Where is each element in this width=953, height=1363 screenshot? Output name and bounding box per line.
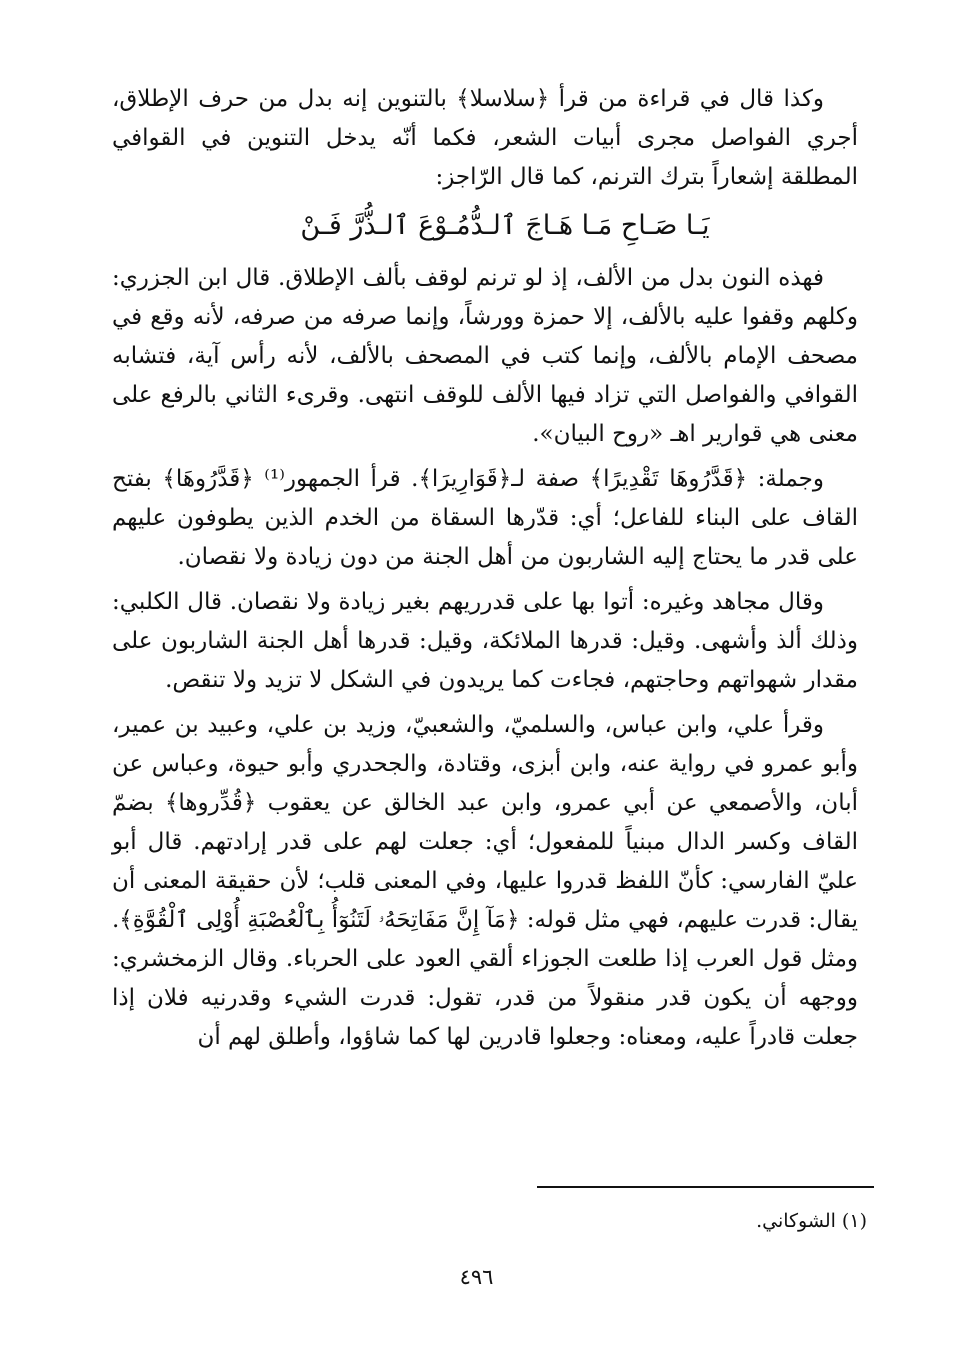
paragraph: وقرأ علي، وابن عباس، والسلميّ، والشعبيّ، وزيد بن علي، وعبيد بن عمير، وأبو عمرو في رواية عنه، وابن أبزى، وقتادة، والجحدري وأبو حيوة، وعباس عن أبان، والأصمعي عن أبي عمرو، وابن عبد الخالق عن يعقوب ﴿قُدِّروها﴾ بضمّ القاف وكسر الدال مبنياً للمفعول؛ أي: جعلت لهم على قدر إرادتهم. قال أبو عليّ الفارسي: كأنّ اللفظ قدروا عليها، وفي المعنى قلب؛ لأن حقيقة المعنى أن يقال: قدرت عليهم، فهي مثل قوله: ﴿مَآ إِنَّ مَفَاتِحَهُۥ لَتَنُوٓأُ بِٱلْعُصْبَةِ أُوْلِى ٱلْقُوَّةِ﴾. ومثل قول العرب إذا طلعت الجوزاء ألقي العود على الحرباء. وقال الزمخشري: ووجهه أن يكون قدر منقولاً من قدر، تقول: قدرت الشيء وقدرنيه فلان إذا جعلت قادراً عليه، ومعناه: وجعلوا قادرين لها كما شاؤوا، وأطلق لهم أن (112, 712, 858, 1050)
footnote-separator (537, 1186, 874, 1188)
paragraph: فهذه النون بدل من الألف، إذ لو ترنم لوقف بألف الإطلاق. قال ابن الجزري: وكلهم وقفوا عليه بالألف، إلا حمزة وورشاً، وإنما صرفه من صرفه، لأنه وقع في مصحف الإمام بالألف، وإنما كتب في المصحف بالألف، لأنه رأس آية، فتشابه القوافي والفواصل التي تزاد فيها الألف للوقف انتهى. وقرىء الثاني بالرفع على معنى هي قوارير اهـ «روح البيان». (112, 265, 858, 447)
paragraph: وقال مجاهد وغيره: أتوا بها على قدرريهم بغير زيادة ولا نقصان. قال الكلبي: وذلك ألذ وأشهى. وقيل: قدرها الملائكة، وقيل: قدرها أهل الجنة الشاربون على مقدار شهواتهم وحاجتهم، فجاءت كما يريدون في الشكل لا تزيد ولا تنقص. (112, 589, 858, 693)
paragraph: وجملة: ﴿قَدَّرُوهَا تَقْدِيرًا﴾ صفة لـ﴿قَوَارِيرَا﴾. قرأ الجمهور⁽¹⁾ ﴿قَدَّرُوهَا﴾ بفتح القاف على البناء للفاعل؛ أي: قدّرها السقاة من الخدم الذين يطوفون عليهم على قدر ما يحتاج إليه الشاربون من أهل الجنة من دون زيادة ولا نقصان. (112, 466, 858, 570)
main-text (112, 80, 858, 1057)
paragraph: وكذا قال في قراءة من قرأ ﴿سلاسلا﴾ بالتنوين إنه بدل من حرف الإطلاق، أجري الفواصل مجرى أبيات الشعر، فكما أنّه يدخل التنوين في القوافي المطلقة إشعاراً بترك الترنم، كما قال الرّاجز: (112, 86, 858, 190)
poetry-verse: يَـا صَـاحِ مَـا هَـاجَ ٱلـدُّمُـوْعَ ٱلـذُّرَّ فَـنْ (300, 210, 710, 241)
page-number: ٤٩٦ (459, 1265, 494, 1289)
footnote: (١) الشوكاني. (756, 1210, 867, 1232)
